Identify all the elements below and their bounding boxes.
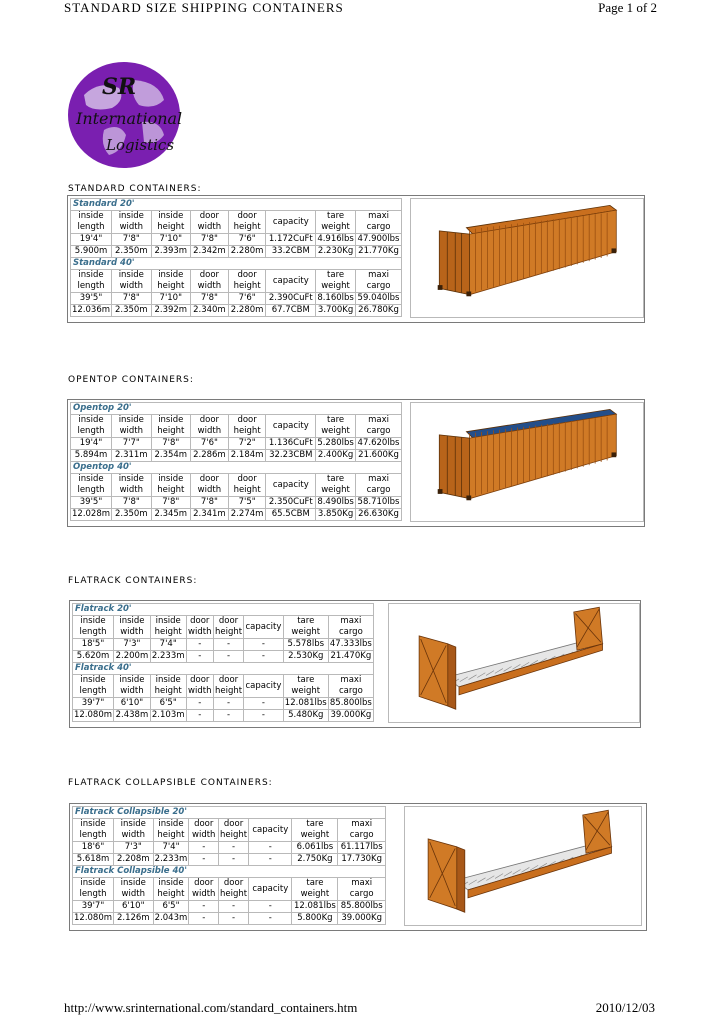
table-cell: 2.311m (112, 450, 152, 462)
table-row (71, 450, 402, 462)
table-cell: 85.800lbs (329, 698, 372, 708)
column-header: inside length (71, 415, 112, 438)
table-cell: - (244, 639, 284, 651)
column-header: inside length (73, 616, 114, 639)
column-header: door width (189, 878, 219, 901)
table-cell: 7'8" (112, 293, 152, 305)
table-cell: - (244, 710, 284, 722)
column-header: inside width (114, 878, 153, 901)
container-type-label: Standard 40' (71, 258, 402, 270)
table-row (71, 497, 402, 509)
table-cell: 7'6" (228, 293, 266, 305)
table-cell: 32.23CBM (266, 450, 316, 462)
table-cell: 5.618m (73, 854, 114, 866)
footer-date: 2010/12/03 (595, 1000, 655, 1015)
table-cell: 2.230Kg (316, 246, 356, 258)
table-cell: 2.341m (191, 509, 229, 521)
table-row (73, 842, 386, 854)
table-cell: - (213, 710, 243, 722)
table-cell: 2.392m (151, 305, 191, 317)
table-cell: - (213, 651, 243, 663)
table-cell: 2.208m (114, 854, 153, 866)
table-cell: 5.900m (71, 246, 112, 258)
table-cell: 2.200m (114, 651, 151, 663)
column-header: tare weight (283, 616, 328, 639)
table-cell: 2.103m (151, 710, 185, 720)
table-cell: - (189, 854, 219, 866)
column-header: inside height (153, 819, 189, 842)
table-cell: 2.043m (154, 913, 188, 923)
table-cell: 12.028m (72, 509, 111, 519)
table-cell: - (249, 842, 292, 854)
column-header: door width (188, 616, 212, 637)
table-cell: 7'8" (151, 497, 191, 509)
table-cell: 1.136CuFt (266, 438, 316, 450)
table-cell: 2.350CuFt (266, 497, 316, 509)
table-row (73, 639, 374, 651)
table-cell: 7'8" (191, 497, 229, 509)
table-cell: 67.7CBM (266, 305, 316, 317)
column-header: inside height (153, 878, 189, 901)
table-cell: 5.894m (71, 450, 112, 462)
column-header: inside width (112, 270, 152, 293)
column-header: inside height (151, 415, 191, 438)
table-cell: 39.000Kg (328, 710, 373, 722)
column-header: inside width (114, 616, 151, 639)
column-header: door height (220, 819, 248, 840)
column-header: capacity (244, 675, 284, 698)
table-cell: 1.172CuFt (266, 234, 316, 246)
column-header: tare weight (316, 211, 356, 234)
table-cell: - (213, 639, 243, 651)
table-cell: 7'7" (112, 438, 152, 450)
table-cell: 65.5CBM (266, 509, 316, 521)
page-number: Page 1 of 2 (598, 0, 657, 15)
table-cell: 3.850Kg (316, 509, 356, 521)
table-cell: - (189, 842, 219, 854)
table-cell: - (189, 901, 219, 913)
container-illustration (410, 402, 644, 522)
column-header: inside length (71, 270, 112, 293)
column-header: capacity (244, 616, 284, 639)
container-type-label: Flatrack 20' (73, 604, 374, 616)
column-header: maxi cargo (356, 474, 402, 497)
table-cell: 7'3" (114, 639, 151, 651)
table-cell: 6'10" (114, 901, 153, 913)
container-type-label: Flatrack Collapsible 40' (73, 866, 386, 878)
table-cell: 21.770Kg (356, 246, 402, 258)
table-cell: 5.480Kg (283, 710, 328, 722)
table-cell: 7'8" (151, 438, 191, 450)
table-cell: 18'6" (73, 842, 114, 854)
column-header: door width (191, 415, 229, 438)
table-cell: 26.630Kg (356, 509, 402, 521)
column-header: door height (228, 415, 266, 438)
table-cell: 12.080m (74, 710, 113, 720)
table-cell: 7'8" (191, 293, 229, 305)
container-spec-table (72, 603, 374, 722)
container-illustration (388, 603, 640, 723)
table-cell: - (244, 651, 284, 663)
table-row (71, 234, 402, 246)
table-cell: 4.916lbs (317, 234, 354, 244)
column-header: tare weight (292, 819, 338, 842)
column-header: capacity (266, 270, 316, 293)
table-cell: 7'5" (228, 497, 266, 509)
column-header: inside height (150, 616, 186, 639)
table-cell: 6'5" (150, 698, 186, 710)
container-type-label: Opentop 20' (71, 403, 402, 415)
column-header: inside width (112, 211, 152, 234)
table-cell: 7'4" (150, 639, 186, 651)
table-row (73, 913, 386, 925)
table-cell: 7'6" (228, 234, 266, 246)
table-cell: 2.184m (228, 450, 266, 462)
column-header: inside width (112, 474, 152, 497)
table-cell: 5.578lbs (283, 639, 328, 651)
column-header: inside height (150, 675, 186, 698)
column-header: inside length (73, 819, 114, 842)
table-cell: 2.280m (228, 305, 266, 317)
table-cell: 6'5" (153, 901, 189, 913)
table-cell: 21.470Kg (328, 651, 373, 663)
container-illustration (410, 198, 644, 318)
page-header-title: STANDARD SIZE SHIPPING CONTAINERS (64, 0, 344, 15)
column-header: inside width (114, 675, 151, 698)
column-header: capacity (249, 819, 292, 842)
table-cell: 2.530Kg (283, 651, 328, 663)
table-cell: - (249, 901, 292, 913)
table-cell: 5.800Kg (292, 913, 338, 925)
table-cell: 2.280m (228, 246, 266, 258)
table-cell: 7'4" (153, 842, 189, 854)
table-cell: - (186, 639, 213, 651)
table-cell: - (189, 913, 219, 925)
column-header: tare weight (316, 415, 356, 438)
table-cell: 2.126m (114, 913, 153, 925)
table-cell: 59.040lbs (356, 293, 402, 305)
table-cell: 7'8" (112, 497, 152, 509)
table-cell: 39'7" (73, 901, 114, 913)
table-cell: 47.900lbs (356, 234, 402, 246)
column-header: maxi cargo (338, 819, 386, 842)
column-header: door height (228, 474, 266, 497)
column-header: door width (188, 675, 212, 696)
column-header: door height (214, 616, 243, 637)
table-cell: 39'5" (71, 293, 112, 305)
column-header: maxi cargo (328, 675, 373, 698)
table-cell: 2.393m (151, 246, 191, 258)
table-row (73, 698, 374, 710)
table-cell: 39'7" (73, 698, 114, 710)
table-cell: 2.233m (151, 651, 185, 661)
column-header: inside length (71, 474, 112, 497)
column-header: tare weight (292, 878, 338, 901)
table-cell: - (186, 698, 213, 710)
table-cell: 2.233m (154, 854, 188, 864)
table-cell: - (219, 913, 249, 925)
table-cell: 85.800lbs (338, 901, 386, 913)
table-row (71, 305, 402, 317)
table-row (73, 710, 374, 722)
column-header: inside height (151, 474, 191, 497)
table-cell: 2.750Kg (292, 854, 338, 866)
table-cell: 8.160lbs (317, 293, 354, 303)
column-header: door height (228, 211, 266, 234)
table-cell: 47.333lbs (329, 639, 372, 649)
column-header: capacity (266, 211, 316, 234)
column-header: door width (191, 211, 229, 234)
table-cell: 5.620m (73, 651, 114, 663)
column-header: door height (220, 878, 248, 899)
column-header: maxi cargo (328, 616, 373, 639)
table-cell: 2.340m (191, 305, 229, 317)
table-row (71, 438, 402, 450)
section-title: OPENTOP CONTAINERS: (68, 375, 194, 385)
table-cell: - (219, 854, 249, 866)
table-cell: 3.700Kg (316, 305, 356, 317)
column-header: tare weight (283, 675, 328, 698)
table-cell: 21.600Kg (356, 450, 402, 462)
column-header: capacity (249, 878, 292, 901)
section-title: FLATRACK CONTAINERS: (68, 576, 198, 586)
column-header: inside height (151, 211, 191, 234)
column-header: door height (214, 675, 243, 696)
svg-text:International: International (76, 109, 183, 128)
table-row (73, 901, 386, 913)
section-title: STANDARD CONTAINERS: (68, 184, 202, 194)
column-header: capacity (266, 415, 316, 438)
table-cell: 7'2" (228, 438, 266, 450)
table-cell: 6.061lbs (292, 842, 338, 854)
table-cell: - (249, 913, 292, 925)
table-cell: 58.710lbs (356, 497, 402, 509)
table-cell: 7'10" (151, 293, 191, 305)
container-spec-table (70, 402, 402, 521)
column-header: inside width (114, 819, 153, 842)
table-cell: 26.780Kg (356, 305, 402, 317)
table-row (71, 246, 402, 258)
table-cell: 2.350m (112, 509, 152, 521)
column-header: door width (191, 474, 229, 497)
table-cell: 2.350m (112, 246, 152, 258)
table-cell: - (186, 710, 213, 722)
table-cell: 47.620lbs (356, 438, 402, 450)
table-cell: 7'10" (151, 234, 191, 246)
container-spec-table (72, 806, 386, 925)
section-title: FLATRACK COLLAPSIBLE CONTAINERS: (68, 778, 273, 788)
table-cell: 7'6" (191, 438, 229, 450)
table-cell: - (213, 698, 243, 710)
svg-text:SR: SR (102, 74, 137, 100)
container-type-label: Flatrack 40' (73, 663, 374, 675)
column-header: inside width (112, 415, 152, 438)
table-row (71, 509, 402, 521)
table-cell: - (186, 651, 213, 663)
table-cell: 12.081lbs (293, 901, 336, 911)
column-header: maxi cargo (356, 415, 402, 438)
table-cell: 2.354m (151, 450, 191, 462)
table-cell: 7'3" (114, 842, 153, 854)
column-header: inside length (71, 211, 112, 234)
column-header: maxi cargo (356, 211, 402, 234)
table-cell: 2.345m (151, 509, 191, 521)
table-cell: 2.350m (112, 305, 152, 317)
table-cell: - (219, 901, 249, 913)
table-cell: 33.2CBM (266, 246, 316, 258)
table-cell: 39'5" (71, 497, 112, 509)
container-spec-table (70, 198, 402, 317)
table-cell: 12.081lbs (284, 698, 327, 708)
column-header: inside height (151, 270, 191, 293)
column-header: tare weight (316, 474, 356, 497)
table-cell: 2.342m (191, 246, 229, 258)
container-type-label: Standard 20' (71, 199, 402, 211)
column-header: door width (189, 819, 219, 842)
table-cell: 2.438m (114, 710, 151, 722)
container-type-label: Opentop 40' (71, 462, 402, 474)
table-cell: 61.117lbs (338, 842, 386, 854)
svg-text:Logistics: Logistics (106, 136, 175, 154)
table-cell: 2.400Kg (316, 450, 356, 462)
container-type-label: Flatrack Collapsible 20' (73, 807, 386, 819)
table-cell: 2.390CuFt (266, 293, 316, 305)
column-header: inside length (73, 675, 114, 698)
table-cell: - (244, 698, 284, 710)
table-row (73, 854, 386, 866)
column-header: tare weight (316, 270, 356, 293)
table-cell: 39.000Kg (338, 913, 386, 925)
table-cell: 7'8" (191, 234, 229, 246)
table-cell: 7'8" (112, 234, 152, 246)
table-cell: - (219, 842, 249, 854)
table-cell: - (249, 854, 292, 866)
footer-url[interactable]: http://www.srinternational.com/standard_containers.htm (64, 1000, 358, 1015)
table-cell: 17.730Kg (338, 854, 386, 866)
table-cell: 12.080m (74, 913, 113, 923)
container-illustration (404, 806, 642, 926)
table-cell: 5.280lbs (317, 438, 354, 448)
table-cell: 19'4" (71, 234, 112, 246)
column-header: door height (228, 270, 266, 293)
table-cell: 2.286m (191, 450, 229, 462)
column-header: maxi cargo (338, 878, 386, 901)
table-cell: 2.274m (228, 509, 266, 521)
column-header: inside length (73, 878, 114, 901)
table-cell: 8.490lbs (317, 497, 354, 507)
column-header: capacity (266, 474, 316, 497)
table-cell: 12.036m (72, 305, 111, 315)
company-logo (64, 60, 194, 170)
table-cell: 19'4" (71, 438, 112, 450)
table-row (71, 293, 402, 305)
table-row (73, 651, 374, 663)
column-header: door width (191, 270, 229, 293)
table-cell: 6'10" (114, 698, 151, 710)
column-header: maxi cargo (356, 270, 402, 293)
table-cell: 18'5" (73, 639, 114, 651)
